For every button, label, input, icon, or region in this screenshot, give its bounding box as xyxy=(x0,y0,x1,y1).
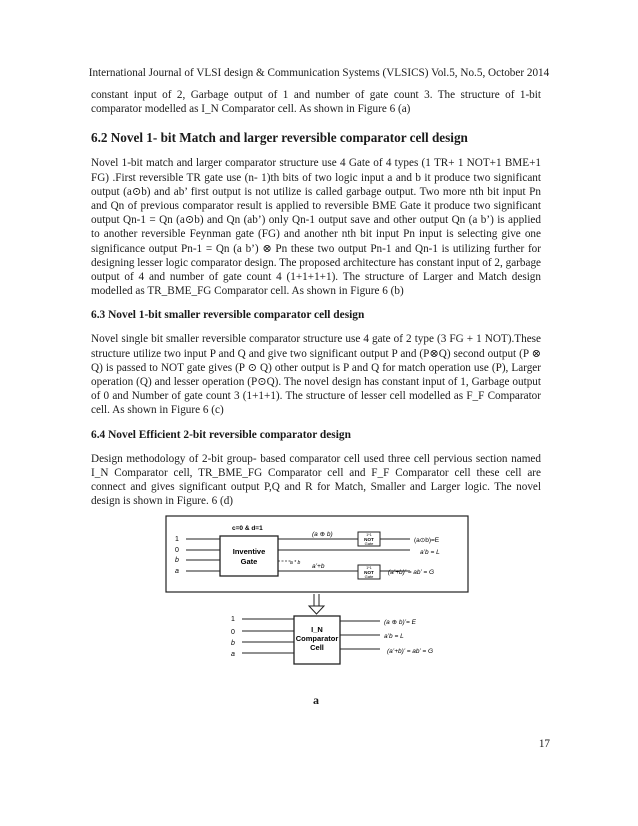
section-6-4-paragraph: Design methodology of 2-bit group- based comparator cell used three cell pervious section named I_N Comparator cell, TR_BME_FG Comparator cell and F_F Comparator cell these cell are connect and gives significant output P,Q and R for Match, Smaller and Larger logic. The novel design is shown in Figure. 6 (d) xyxy=(91,452,541,508)
figure-6a-diagram xyxy=(162,514,472,712)
section-6-2-paragraph: Novel 1-bit match and larger comparator structure use 4 Gate of 4 types (1 TR+ 1 NOT+1 BME+1 FG) .First reversible TR gate use (n- 1)th bits of two logic input a and b it produce two significant output (a⊙b) and ab’ first output is not utilize is called garbage output. Two more nth bit input Pn and Qn of previous comparator result is applied to reversible BME Gate it produce two significant output Qn-1 = Qn (a⊙b) and Qn (ab’) only Qn-1 output save and other output Qn (a b’) is applied to another reversible Feynman gate (FG) and another nth bit input Pn input is selecting give one significance output Pn-1 = Qn (a b’) ⊗ Pn these two output Pn-1 and Qn-1 is utilizing further for designing lesser logic comparator design. The proposed architecture has constant input of 2, garbage output of 4 and number of gate count 4 (1+1+1+1). The structure of Larger and Match design modelled as TR_BME_FG Comparator cell. As shown in Figure 6 (b) xyxy=(91,157,541,298)
inventive-gate-label-2: Gate xyxy=(240,557,258,566)
cell-input-a: a xyxy=(231,651,235,658)
page-number: 17 xyxy=(538,738,550,750)
not-gate-top-label: NOT xyxy=(364,537,374,542)
inventive-gate-label-1: Inventive xyxy=(232,547,266,556)
not-gate-top-sublabel: Gate xyxy=(364,541,374,546)
not-gate-bottom-label: NOT xyxy=(364,570,374,575)
not-gate-bottom-small: 1*1 xyxy=(366,566,372,570)
cell-label-3: Cell xyxy=(310,643,324,652)
section-6-4-heading: 6.4 Novel Efficient 2-bit reversible comparator design xyxy=(91,428,351,441)
cell-input-1: 1 xyxy=(231,616,235,623)
output-greater: (a’+b)’ = ab’ = G xyxy=(388,569,435,576)
cell-label-2: Comparator xyxy=(295,634,339,643)
not-gate-bottom-sublabel: Gate xyxy=(364,574,374,579)
not-gate-top-small: 1*1 xyxy=(366,533,372,537)
wire-a-star-b: a * b xyxy=(290,560,301,566)
wire-anot-plus-b: a’+b xyxy=(312,563,325,570)
output-equal: (a⊙b)=E xyxy=(414,537,440,544)
gate-input-0: 0 xyxy=(175,547,179,554)
down-arrow-icon xyxy=(309,606,324,614)
const-input-label: c=0 & d=1 xyxy=(232,525,263,532)
cell-output-less: a’b = L xyxy=(384,633,404,640)
cell-output-equal: (a ⊕ b)’= E xyxy=(384,619,416,626)
inventive-gate-block xyxy=(220,536,278,576)
section-6-3-heading: 6.3 Novel 1-bit smaller reversible comparator cell design xyxy=(91,309,365,322)
figure-caption: a xyxy=(313,693,319,707)
cell-label-1: I_N xyxy=(311,625,323,634)
output-less: a’b = L xyxy=(420,549,440,556)
section-6-3-paragraph: Novel single bit smaller reversible comparator structure use 4 gate of 2 type (3 FG + 1 NOT).These structure utilize two input P and Q and give two significant output P and (P⊗Q) second output (P ⊗ Q) is passed to NOT gate gives (P ⊙ Q) other output is P and Q for match operation use (P), Larger operation (Q) and lesser operation (P⊙Q). The novel design has constant input of 1, Garbage output of 0 and Number of gate count 3 (1+1+1). The structure of lesser cell modelled as F_F Comparator cell. As shown in Figure 6 (c) xyxy=(91,333,541,417)
cell-input-b: b xyxy=(231,640,235,647)
cell-output-greater: (a’+b)’ = ab’ = G xyxy=(387,648,434,655)
running-header: International Journal of VLSI design & Communication Systems (VLSICS) Vol.5, No.5, October 2014 xyxy=(88,67,550,79)
intro-paragraph: constant input of 2, Garbage output of 1 and number of gate count 3. The structure of 1-bit comparator modelled as I_N Comparator cell. As shown in Figure 6 (a) xyxy=(91,89,541,116)
gate-input-1: 1 xyxy=(175,536,179,543)
section-6-2-heading: 6.2 Novel 1- bit Match and larger reversible comparator cell design xyxy=(91,130,468,146)
gate-input-b: b xyxy=(175,557,179,564)
body-text xyxy=(91,88,541,508)
gate-input-a: a xyxy=(175,568,179,575)
cell-input-0: 0 xyxy=(231,629,235,636)
wire-a-xor-b: (a ⊕ b) xyxy=(312,531,333,538)
